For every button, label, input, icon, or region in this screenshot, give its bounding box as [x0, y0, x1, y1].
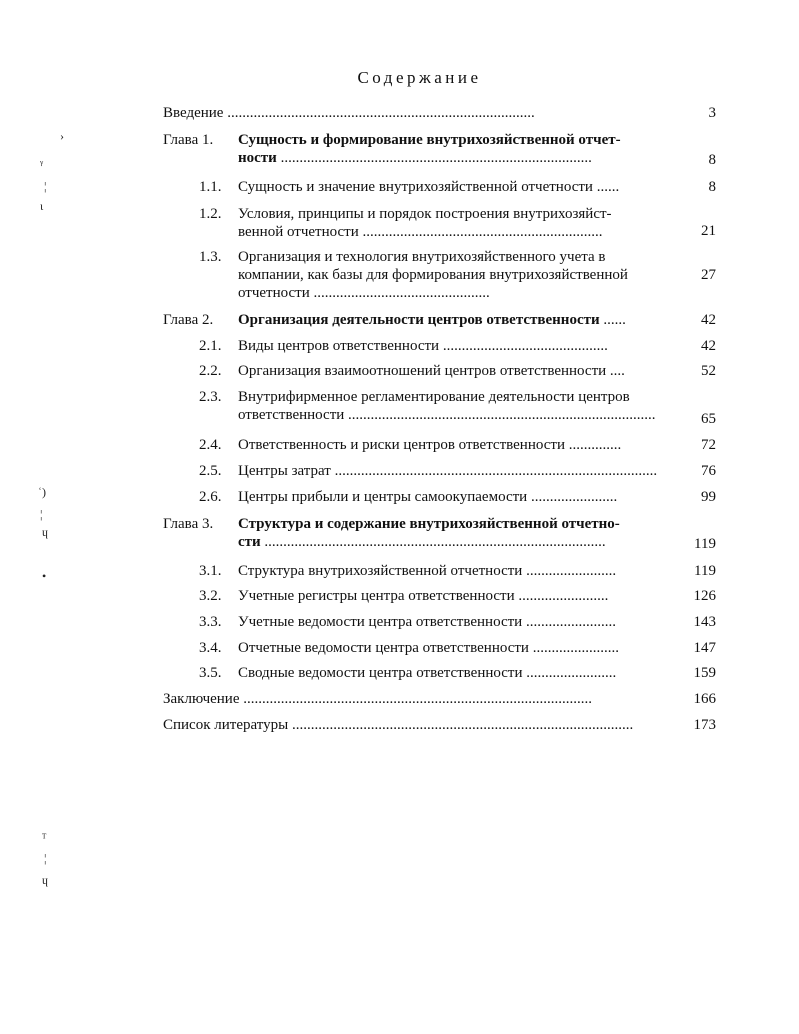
- scan-artifact: ¦: [44, 851, 47, 865]
- scan-artifact: ɩ: [40, 199, 44, 213]
- chapter-title-line: ности: [238, 150, 277, 166]
- chapter-title-line: сти: [238, 534, 261, 550]
- page-number: 76: [701, 463, 716, 479]
- toc-entry-text: Список литературы: [163, 717, 289, 733]
- page-number: 166: [693, 691, 716, 707]
- chapter-title: Организация деятельности центров ответственности: [238, 312, 600, 328]
- page-number: 147: [693, 640, 716, 656]
- section-label: 2.1.: [199, 338, 222, 354]
- section-title-line: компании, как базы для формирования внутрихозяйственной: [238, 267, 628, 283]
- page-number: 143: [693, 614, 716, 630]
- section-title-line: венной отчетности: [238, 224, 359, 240]
- section-title-line: Внутрифирменное регламентирование деятельности центров: [238, 389, 630, 405]
- section-title-line: отчетности: [238, 285, 310, 301]
- page-number: 119: [694, 536, 716, 552]
- section-title-line: Организация и технология внутрихозяйственного учета в: [238, 249, 606, 265]
- section-title: Организация взаимоотношений центров ответственности: [238, 363, 607, 379]
- section-label: 3.4.: [199, 640, 222, 656]
- section-title-line: ответственности: [238, 407, 345, 423]
- section-label: 3.2.: [199, 588, 222, 604]
- section-label: 1.3.: [199, 249, 222, 265]
- page-number: 126: [693, 588, 716, 604]
- page-number: 173: [693, 717, 716, 733]
- section-title: Структура внутрихозяйственной отчетности: [238, 563, 523, 579]
- scan-artifact: ʿ): [38, 485, 46, 499]
- scan-artifact: ¦: [44, 179, 47, 193]
- section-title: Виды центров ответственности: [238, 338, 440, 354]
- scan-artifact: ›: [60, 129, 64, 143]
- section-title: Учетные ведомости центра ответственности: [238, 614, 523, 630]
- section-label: 2.3.: [199, 389, 222, 405]
- section-label: 1.1.: [199, 179, 222, 195]
- section-label: 3.3.: [199, 614, 222, 630]
- section-label: 2.6.: [199, 489, 222, 505]
- chapter-title-line: Сущность и формирование внутрихозяйственной отчет-: [238, 132, 621, 148]
- section-title: Центры затрат: [238, 463, 331, 479]
- scan-artifact: ᵞ: [40, 157, 44, 171]
- section-title: Сущность и значение внутрихозяйственной отчетности: [238, 179, 593, 195]
- page-number: 72: [701, 437, 716, 453]
- scan-artifact: ɥ: [42, 873, 48, 887]
- section-label: 1.2.: [199, 206, 222, 222]
- section-label: 3.5.: [199, 665, 222, 681]
- chapter-label: Глава 3.: [163, 516, 214, 532]
- page-number: 8: [708, 152, 716, 168]
- section-label: 2.5.: [199, 463, 222, 479]
- toc-entry-text: Введение: [163, 105, 224, 121]
- page-number: 27: [701, 267, 716, 283]
- section-title: Сводные ведомости центра ответственности: [238, 665, 523, 681]
- page-number: 159: [693, 665, 716, 681]
- section-title: Отчетные ведомости центра ответственности: [238, 640, 529, 656]
- scan-artifact: ɥ: [42, 525, 48, 539]
- page-number: 65: [701, 411, 716, 427]
- scan-artifact: ¦: [40, 507, 43, 521]
- scan-artifact: •: [42, 569, 47, 583]
- page-number: 8: [708, 179, 716, 195]
- section-title: Ответственность и риски центров ответственности: [238, 437, 565, 453]
- section-label: 3.1.: [199, 563, 222, 579]
- section-label: 2.4.: [199, 437, 222, 453]
- page-number: 21: [701, 223, 716, 239]
- page-number: 52: [701, 363, 716, 379]
- chapter-label: Глава 2.: [163, 312, 214, 328]
- page-number: 42: [701, 338, 716, 354]
- page-number: 99: [701, 489, 716, 505]
- page-number: 3: [708, 105, 716, 121]
- chapter-label: Глава 1.: [163, 132, 214, 148]
- page-number: 42: [701, 312, 716, 328]
- page-number: 119: [694, 563, 716, 579]
- section-label: 2.2.: [199, 363, 222, 379]
- section-title: Учетные регистры центра ответственности: [238, 588, 515, 604]
- section-title-line: Условия, принципы и порядок построения внутрихозяйст-: [238, 206, 612, 222]
- toc-entry-text: Заключение: [163, 691, 240, 707]
- chapter-title-line: Структура и содержание внутрихозяйственной отчетно-: [238, 516, 620, 532]
- section-title: Центры прибыли и центры самоокупаемости: [238, 489, 528, 505]
- scan-artifact: ᵀ: [42, 831, 47, 845]
- page-title: Содержание: [357, 68, 482, 87]
